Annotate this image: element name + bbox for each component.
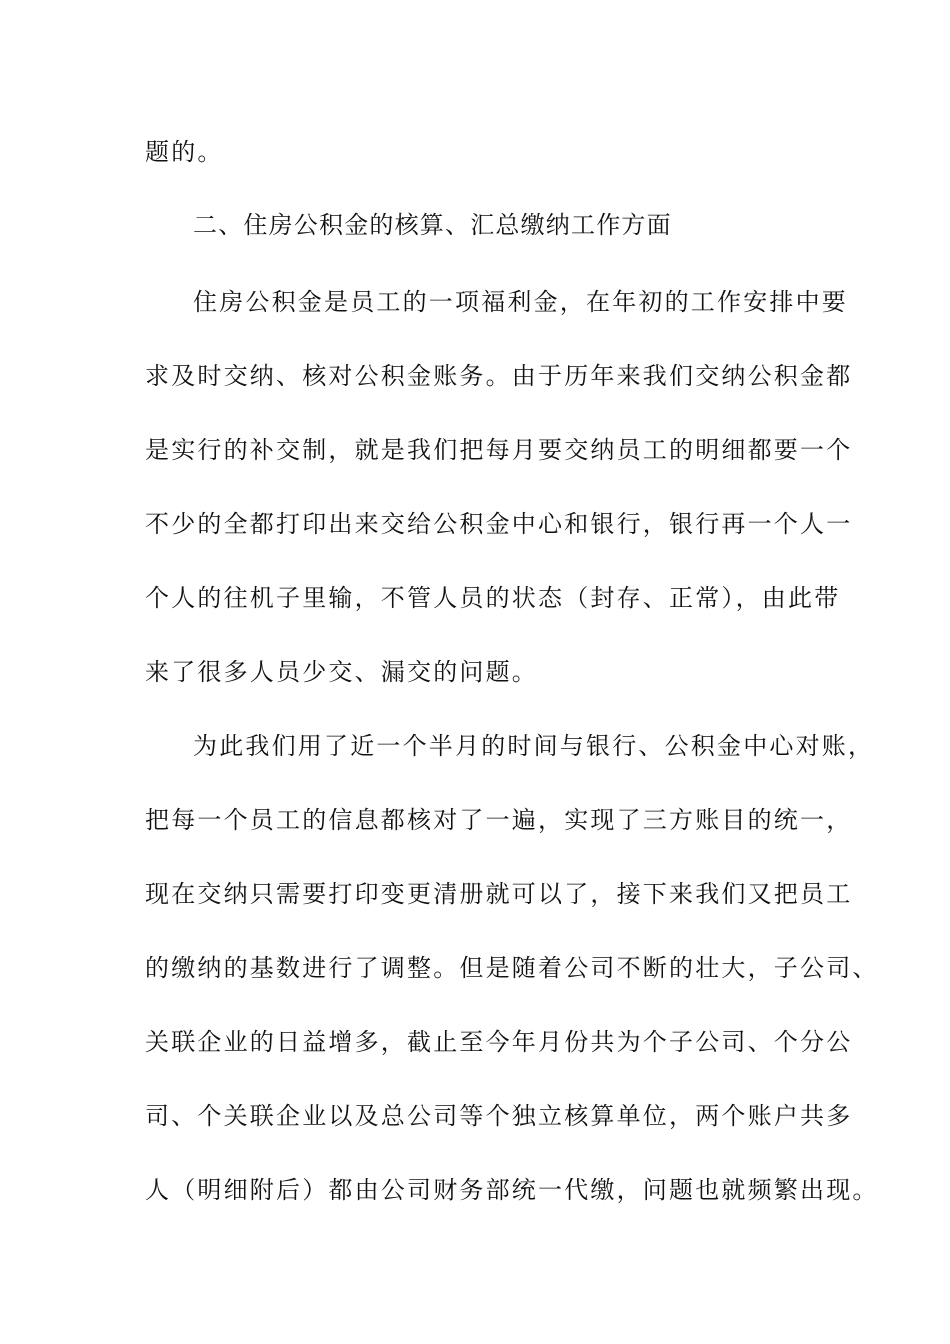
- paragraph-line: 个人的往机子里输，不管人员的状态（封存、正常），由此带: [145, 584, 841, 612]
- paragraph-line: 是实行的补交制，就是我们把每月要交纳员工的明细都要一个: [145, 436, 853, 464]
- paragraph-line: 人（明细附后）都由公司财务部统一代缴，问题也就频繁出现。: [145, 1176, 879, 1204]
- paragraph-line: 住房公积金是员工的一项福利金，在年初的工作安排中要: [193, 288, 848, 316]
- paragraph-line: 把每一个员工的信息都核对了一遍，实现了三方账目的统一，: [145, 806, 853, 834]
- paragraph-line: 司、个关联企业以及总公司等个独立核算单位，两个账户共多: [145, 1102, 853, 1130]
- paragraph-line: 关联企业的日益增多，截止至今年月份共为个子公司、个分公: [145, 1028, 853, 1056]
- paragraph-line: 求及时交纳、核对公积金账务。由于历年来我们交纳公积金都: [145, 362, 853, 390]
- section-heading: 二、住房公积金的核算、汇总缴纳工作方面: [193, 211, 672, 239]
- paragraph-line: 来了很多人员少交、漏交的问题。: [145, 658, 538, 686]
- paragraph-line: 不少的全都打印出来交给公积金中心和银行，银行再一个人一: [145, 510, 853, 538]
- paragraph-line: 现在交纳只需要打印变更清册就可以了，接下来我们又把员工: [145, 880, 853, 908]
- paragraph-line: 为此我们用了近一个半月的时间与银行、公积金中心对账，: [193, 732, 875, 760]
- paragraph-line: 的缴纳的基数进行了调整。但是随着公司不断的壮大，子公司、: [145, 954, 879, 982]
- paragraph-line: 题的。: [145, 138, 224, 166]
